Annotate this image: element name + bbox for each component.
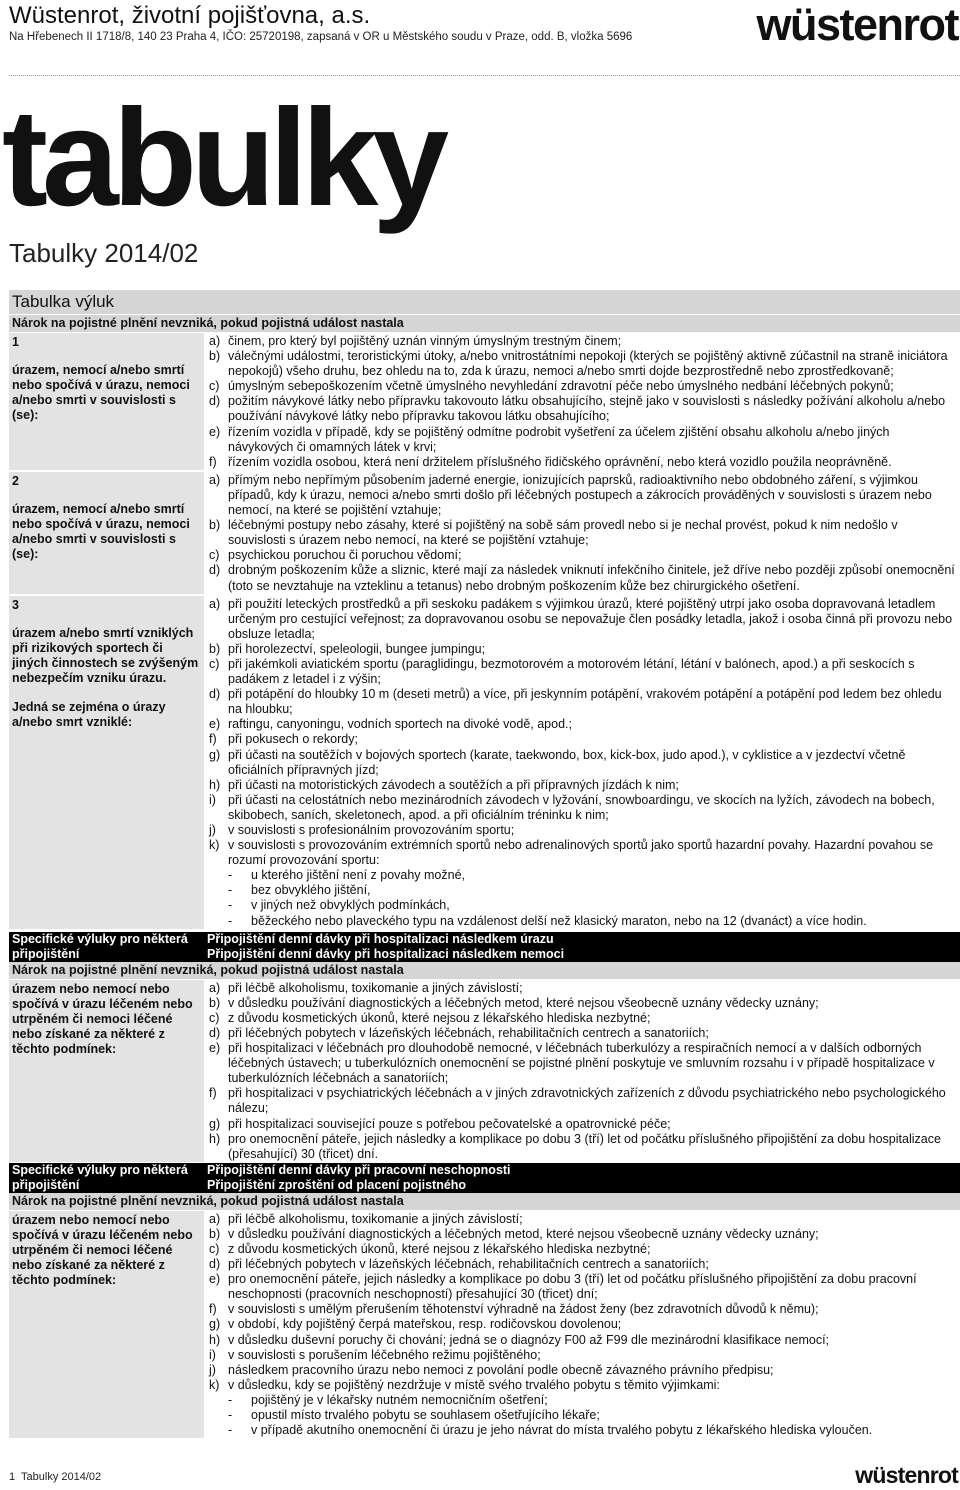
item-letter: b) — [209, 518, 221, 533]
item-text: v souvislosti s umělým přerušením těhotenství výhradně na žádost ženy (bez zdravotních důvodů k němu); — [228, 1302, 819, 1317]
item-text: v souvislosti s profesionálním provozováním sportu; — [228, 823, 515, 837]
item-letter: j) — [209, 1362, 216, 1377]
item-letter: d) — [209, 1025, 221, 1040]
item-letter: f) — [209, 1086, 217, 1101]
dash-item — [209, 868, 956, 883]
item-letter: e) — [209, 1272, 221, 1287]
specific-exclusions-header — [9, 932, 960, 962]
list-item — [209, 1041, 956, 1086]
footer-text: Tabulky 2014/02 — [21, 1471, 102, 1483]
dash-text: běžeckého nebo plaveckého typu na vzdálenost delší než klasický maraton, nebo na 12 (dvanáct) a více hodin. — [251, 913, 867, 928]
item-text: v důsledku, kdy se pojištěný nezdržuje v místě svého trvalého pobytu s těmito výjimkami: — [228, 1377, 720, 1392]
exclusion-section-1 — [9, 333, 960, 470]
item-text: při léčbě alkoholismu, toxikomanie a jiných závislostí; — [228, 980, 523, 995]
dash-item — [209, 883, 956, 898]
section-items — [205, 596, 960, 929]
list-item — [209, 1317, 956, 1332]
item-letter: k) — [209, 838, 220, 853]
item-text: při jakémkoli aviatickém sportu (paraglidingu, bezmotorovém a motorovém létání, létání v balónech, apod.) a při seskocích s padákem z letadel i z výšin; — [228, 656, 915, 687]
item-text: činem, pro který byl pojištěný uznán vinným úmyslným trestným činem; — [228, 334, 622, 348]
list-item — [209, 548, 956, 563]
item-text: léčebnými postupy nebo zásahy, které si pojištěný na sobě sám provedl nebo si je nechal provést, pokud k nim nedošlo v souvislosti s úrazem nebo nemocí, na které se pojištění vztahuje; — [228, 518, 898, 548]
item-letter: a) — [209, 1211, 221, 1226]
dash-text: bez obvyklého jištění, — [251, 883, 371, 898]
list-item — [209, 838, 956, 868]
item-letter: i) — [209, 792, 216, 807]
row-gap — [9, 929, 960, 931]
list-item — [209, 687, 956, 717]
item-letter: i) — [209, 1347, 216, 1362]
specific-exclusions-header — [9, 1163, 960, 1193]
dash-mark: - — [228, 898, 233, 913]
item-letter: c) — [209, 1241, 220, 1256]
rider-names — [205, 1163, 960, 1193]
item-letter: c) — [209, 656, 220, 671]
item-letter: c) — [209, 379, 220, 394]
item-letter: f) — [209, 454, 217, 469]
section-items — [205, 333, 960, 470]
specific-left-heading: Specifické výluky pro některá připojištění — [12, 1162, 188, 1192]
item-text: při účasti na celostátních nebo mezinárodních závodech v lyžování, snowboardingu, ve skocích na lyžích, závodech na bobech, skibobech, saních, skeletonech, apod. a při oficiálním tréninku k nim; — [228, 792, 935, 822]
dash-text: v jiných než obvyklých podmínkách, — [251, 898, 450, 913]
item-letter: c) — [209, 548, 220, 563]
footer-page-number: 1 — [9, 1471, 16, 1483]
item-letter: g) — [209, 1116, 221, 1131]
specific-section — [9, 980, 960, 1162]
item-letter: d) — [209, 563, 221, 578]
item-text: řízením vozidla osobou, která není držitelem příslušného řidičského oprávnění, nebo která vozidlo použila neoprávněně. — [228, 454, 892, 469]
item-letter: e) — [209, 1041, 221, 1056]
list-item — [209, 717, 956, 732]
list-item — [209, 334, 956, 349]
list-item — [209, 732, 956, 747]
wustenrot-logo: wüstenrot — [756, 0, 958, 50]
item-text: při pokusech o rekordy; — [228, 732, 358, 747]
exclusion-section-3 — [9, 596, 960, 929]
item-letter: f) — [209, 1302, 217, 1317]
list-item — [209, 642, 956, 657]
footer-page-label — [9, 1471, 101, 1483]
section-number: 1 — [12, 335, 19, 349]
list-item — [209, 1272, 956, 1302]
dash-item — [209, 914, 956, 929]
dash-mark: - — [228, 1392, 233, 1407]
item-letter: a) — [209, 980, 221, 995]
item-text: z důvodu kosmetických úkonů, které nejsou z lékařského hlediska nezbytné; — [228, 1010, 651, 1025]
item-letter: h) — [209, 1332, 221, 1347]
dash-text: v případě akutního onemocnění či úrazu je jeho návrat do místa trvalého pobytu z lékařského hlediska vyloučen. — [251, 1423, 873, 1438]
rider-name: Připojištění denní dávky při pracovní neschopnosti — [207, 1162, 511, 1177]
list-item — [209, 1242, 956, 1257]
list-item — [209, 657, 956, 687]
header-company-name: Wüstenrot, životní pojišťovna, a.s. — [9, 2, 371, 29]
rider-name: Připojištění denní dávky při hospitalizaci následkem nemoci — [207, 946, 565, 961]
dash-mark: - — [228, 1423, 233, 1438]
item-text: při hospitalizaci v psychiatrických léčebnách a v jiných zdravotnických zařízeních z důvodu psychiatrického nebo psychologického nálezu; — [228, 1086, 946, 1116]
item-text: v souvislosti s provozováním extrémních sportů nebo adrenalinových sportů jako sportů hazardní povahy. Hazardní povahou se rozumí provozování sportu: — [228, 838, 934, 868]
dash-item — [209, 1423, 956, 1438]
list-item — [209, 518, 956, 548]
item-letter: e) — [209, 717, 221, 732]
dash-mark: - — [228, 913, 233, 928]
item-letter: d) — [209, 394, 221, 409]
item-text: následkem pracovního úrazu nebo nemoci z povolání podle obecně závazného právního předpisu; — [228, 1362, 774, 1377]
list-item — [209, 996, 956, 1011]
list-item — [209, 1212, 956, 1227]
section-header: Nárok na pojistné plnění nevzniká, pokud pojistná událost nastala — [9, 1193, 960, 1210]
list-item — [209, 349, 956, 379]
list-item — [209, 597, 956, 642]
section-condition: úrazem, nemocí a/nebo smrtí nebo spočívá v úrazu, nemoci a/nebo smrti v souvislosti s (se): — [12, 501, 190, 561]
item-text: drobným poškozením kůže a sliznic, které mají za následek vniknutí infekčního činitele, jež dříve nebo později způsobí onemocnění (toto se nevztahuje na vzteklinu a tetanus) nebo drobným poškozením kůže bez chirurgického ošetření. — [228, 563, 955, 593]
exclusion-section-2 — [9, 472, 960, 594]
dash-item — [209, 1393, 956, 1408]
section-header: Nárok na pojistné plnění nevzniká, pokud pojistná událost nastala — [9, 962, 960, 979]
item-text: řízením vozidla v případě, kdy se pojištěný odmítne podrobit vyšetření za účelem zjištění obsahu alkoholu a/nebo jiných návykových či omamných látek v krvi; — [228, 424, 890, 454]
dotted-divider — [9, 75, 960, 76]
header-address: Na Hřebenech II 1718/8, 140 23 Praha 4, IČO: 25720198, zapsaná v OR u Městského soudu v Praze, odd. B, vložka 5696 — [9, 31, 633, 43]
item-letter: e) — [209, 424, 221, 439]
exclusions-table — [9, 290, 960, 1438]
item-letter: f) — [209, 732, 217, 747]
list-item — [209, 1117, 956, 1132]
list-item — [209, 1132, 956, 1162]
item-letter: j) — [209, 823, 216, 837]
dash-item — [209, 1408, 956, 1423]
item-text: při léčbě alkoholismu, toxikomanie a jiných závislostí; — [228, 1211, 523, 1226]
item-text: při hospitalizaci související pouze s potřebou pečovatelské a opatrovnické péče; — [228, 1116, 671, 1131]
list-item — [209, 379, 956, 394]
section-left-cell — [9, 596, 204, 929]
list-item — [209, 748, 956, 778]
item-text: při léčebných pobytech v lázeňských léčebnách, rehabilitačních centrech a sanatoriích; — [228, 1257, 709, 1272]
item-text: při potápění do hloubky 10 m (deseti metrů) a více, při jeskynním potápění, vrakovém potápění a potápění pod ledem bez ohledu na hloubku; — [228, 687, 942, 717]
item-text: z důvodu kosmetických úkonů, které nejsou z lékařského hlediska nezbytné; — [228, 1241, 651, 1256]
item-text: v důsledku používání diagnostických a léčebných metod, které nejsou všeobecně uznány vědecky uznány; — [228, 1226, 819, 1241]
item-letter: b) — [209, 1226, 221, 1241]
specific-section — [9, 1211, 960, 1438]
list-item — [209, 1363, 956, 1378]
item-text: válečnými událostmi, teroristickými útoky, a/nebo vnitrostátními nepokoji (kterých se pojištěný aktivně zúčastnil na straně iniciátora nepokojů) všeho druhu, bez ohledu na to, zda k úrazu, nemoci a/nebo smrti dojde bezprostředně nebo zprostředkovaně; — [228, 349, 948, 379]
section-header: Nárok na pojistné plnění nevzniká, pokud pojistná událost nastala — [9, 315, 960, 332]
dash-text: u kterého jištění není z povahy možné, — [251, 868, 466, 883]
item-text: při použití leteckých prostředků a při seskoku padákem s výjimkou úrazů, které pojištěný utrpí jako osoba dopravovaná letadlem určeným pro cestující veřejnost; za dopravovanou osobu se nepovažuje člen posádky letadla, jakož i osoba činná při provozu nebo obsluze letadla; — [228, 596, 953, 641]
item-letter: b) — [209, 995, 221, 1010]
item-text: v důsledku používání diagnostických a léčebných metod, které nejsou všeobecně uznány vědecky uznány; — [228, 995, 819, 1010]
item-letter: g) — [209, 747, 221, 762]
section-left-cell — [9, 333, 204, 470]
list-item — [209, 793, 956, 823]
dash-text: opustil místo trvalého pobytu se souhlasem ošetřujícího lékaře; — [251, 1408, 600, 1422]
section-condition: úrazem, nemocí a/nebo smrtí nebo spočívá v úrazu, nemoci a/nebo smrti v souvislosti s (se): — [12, 363, 190, 422]
specific-left-heading: Specifické výluky pro některá připojištění — [12, 931, 188, 961]
item-letter: c) — [209, 1010, 220, 1025]
list-item — [209, 1011, 956, 1026]
table-title: Tabulka výluk — [9, 290, 960, 314]
list-item — [209, 394, 956, 424]
item-letter: a) — [209, 596, 221, 611]
section-condition: Jedná se zejména o úrazy a/nebo smrt vzniklé: — [12, 699, 166, 729]
item-text: v období, kdy pojištěný čerpá mateřskou, resp. rodičovskou dovolenou; — [228, 1317, 622, 1332]
section-left-cell — [9, 472, 204, 594]
item-text: pro onemocnění páteře, jejich následky a komplikace po dobu 3 (tří) let od počátku příslušného připojištění za dobu hospitalizace (přesahující) 30 (třicet) dní. — [228, 1131, 941, 1161]
list-item — [209, 823, 956, 838]
rider-name: Připojištění denní dávky při hospitalizaci následkem úrazu — [207, 931, 554, 946]
list-item — [209, 1026, 956, 1041]
dash-mark: - — [228, 883, 233, 898]
item-letter: b) — [209, 641, 221, 656]
section-items — [205, 980, 960, 1162]
section-condition: úrazem nebo nemocí nebo spočívá v úrazu léčeném nebo utrpěném či nemoci léčené nebo získané za některé z těchto podmínek: — [12, 981, 193, 1056]
rider-names — [205, 932, 960, 962]
item-text: raftingu, canyoningu, vodních sportech na divoké vodě, apod.; — [228, 717, 572, 732]
item-text: při účasti na motoristických závodech a soutěžích a při přípravných jízdách k nim; — [228, 777, 679, 792]
item-letter: h) — [209, 1131, 221, 1146]
dash-mark: - — [228, 1408, 233, 1422]
footer-wustenrot-logo: wüstenrot — [855, 1462, 958, 1488]
rider-name: Připojištění zproštění od placení pojistného — [207, 1177, 467, 1192]
list-item — [209, 1378, 956, 1393]
item-letter: k) — [209, 1377, 220, 1392]
page-subtitle: Tabulky 2014/02 — [9, 238, 199, 268]
section-condition: úrazem a/nebo smrtí vzniklých při rizikových sportech či jiných činnostech se zvýšeným nebezpečím vzniku úrazu. — [12, 625, 199, 685]
item-text: pro onemocnění páteře, jejich následky a komplikace po dobu 3 (tří) let od počátku příslušného připojištění za dobu pracovní neschopnosti (pracovních neschopností) přesahující 30 (třicet) dní; — [228, 1272, 917, 1302]
list-item — [209, 981, 956, 996]
dash-text: pojištěný je v lékařsky nutném nemocničním ošetření; — [251, 1392, 548, 1407]
general-sections — [9, 333, 960, 931]
item-text: v souvislosti s porušením léčebného režimu pojištěného; — [228, 1347, 541, 1362]
dash-mark: - — [228, 868, 233, 883]
item-text: při léčebných pobytech v lázeňských léčebnách, rehabilitačních centrech a sanatoriích; — [228, 1025, 709, 1040]
list-item — [209, 1227, 956, 1242]
section-condition: úrazem nebo nemocí nebo spočívá v úrazu léčeném nebo utrpěném či nemoci léčené nebo získané za některé z těchto podmínek: — [12, 1212, 193, 1287]
item-text: požitím návykové látky nebo přípravku takovouto látku obsahujícího, stejně jako v souvislosti s následky požívání alkoholu a/nebo používání návykové látky nebo přípravku takovou látku obsahujícího; — [228, 394, 946, 424]
specific-blocks — [9, 932, 960, 1439]
section-number: 2 — [12, 473, 19, 488]
item-letter: g) — [209, 1317, 221, 1332]
item-letter: h) — [209, 777, 221, 792]
list-item — [209, 1257, 956, 1272]
list-item — [209, 563, 956, 593]
item-text: úmyslným sebepoškozením včetně úmyslného nevyhledání zdravotní péče nebo úmyslného nedbání léčebných pokynů; — [228, 379, 894, 394]
section-items — [205, 472, 960, 594]
section-left-cell — [9, 980, 204, 1162]
item-letter: d) — [209, 687, 221, 702]
list-item — [209, 1086, 956, 1116]
list-item — [209, 473, 956, 518]
section-number: 3 — [12, 597, 19, 612]
item-text: při účasti na soutěžích v bojových sportech (karate, taekwondo, box, kick-box, judo apod.), v cyklistice a v jezdectví včetně oficiálních přípravných jízd; — [228, 747, 906, 777]
list-item — [209, 455, 956, 470]
list-item — [209, 1333, 956, 1348]
page-title: tabulky — [2, 81, 444, 235]
section-items — [205, 1211, 960, 1438]
item-text: při horolezectví, speleologii, bungee jumpingu; — [228, 641, 486, 656]
item-letter: a) — [209, 472, 221, 487]
list-item — [209, 1302, 956, 1317]
item-letter: b) — [209, 349, 221, 364]
item-text: při hospitalizaci v léčebnách pro dlouhodobě nemocné, v léčebnách tuberkulózy a respiračních nemocí a v dalších odborných léčebných ústavech; u tuberkulózních onemocnění se pojistné plnění poskytuje ve smluvním rozsahu i v případě hospitalizace v tuberkulózních léčebnách a sanatoriích; — [228, 1041, 935, 1086]
item-text: v důsledku duševní poruchy či chování; jedná se o diagnózy F00 až F99 dle mezinárodní klasifikace nemocí; — [228, 1332, 830, 1347]
item-text: přímým nebo nepřímým působením jaderné energie, ionizujících paprsků, radioaktivního nebo obdobného záření, s výjimkou případů, kdy k úrazu, nemoci a/nebo smrti došlo při léčebných postupech a zákrocích prováděných v souvislosti s úrazem nebo nemocí, na které se pojištění vztahuje; — [228, 472, 932, 518]
item-letter: a) — [209, 334, 221, 348]
dash-item — [209, 898, 956, 913]
item-text: psychickou poruchou či poruchou vědomí; — [228, 548, 462, 563]
list-item — [209, 1348, 956, 1363]
list-item — [209, 425, 956, 455]
list-item — [209, 778, 956, 793]
section-left-cell — [9, 1211, 204, 1438]
item-letter: d) — [209, 1257, 221, 1272]
